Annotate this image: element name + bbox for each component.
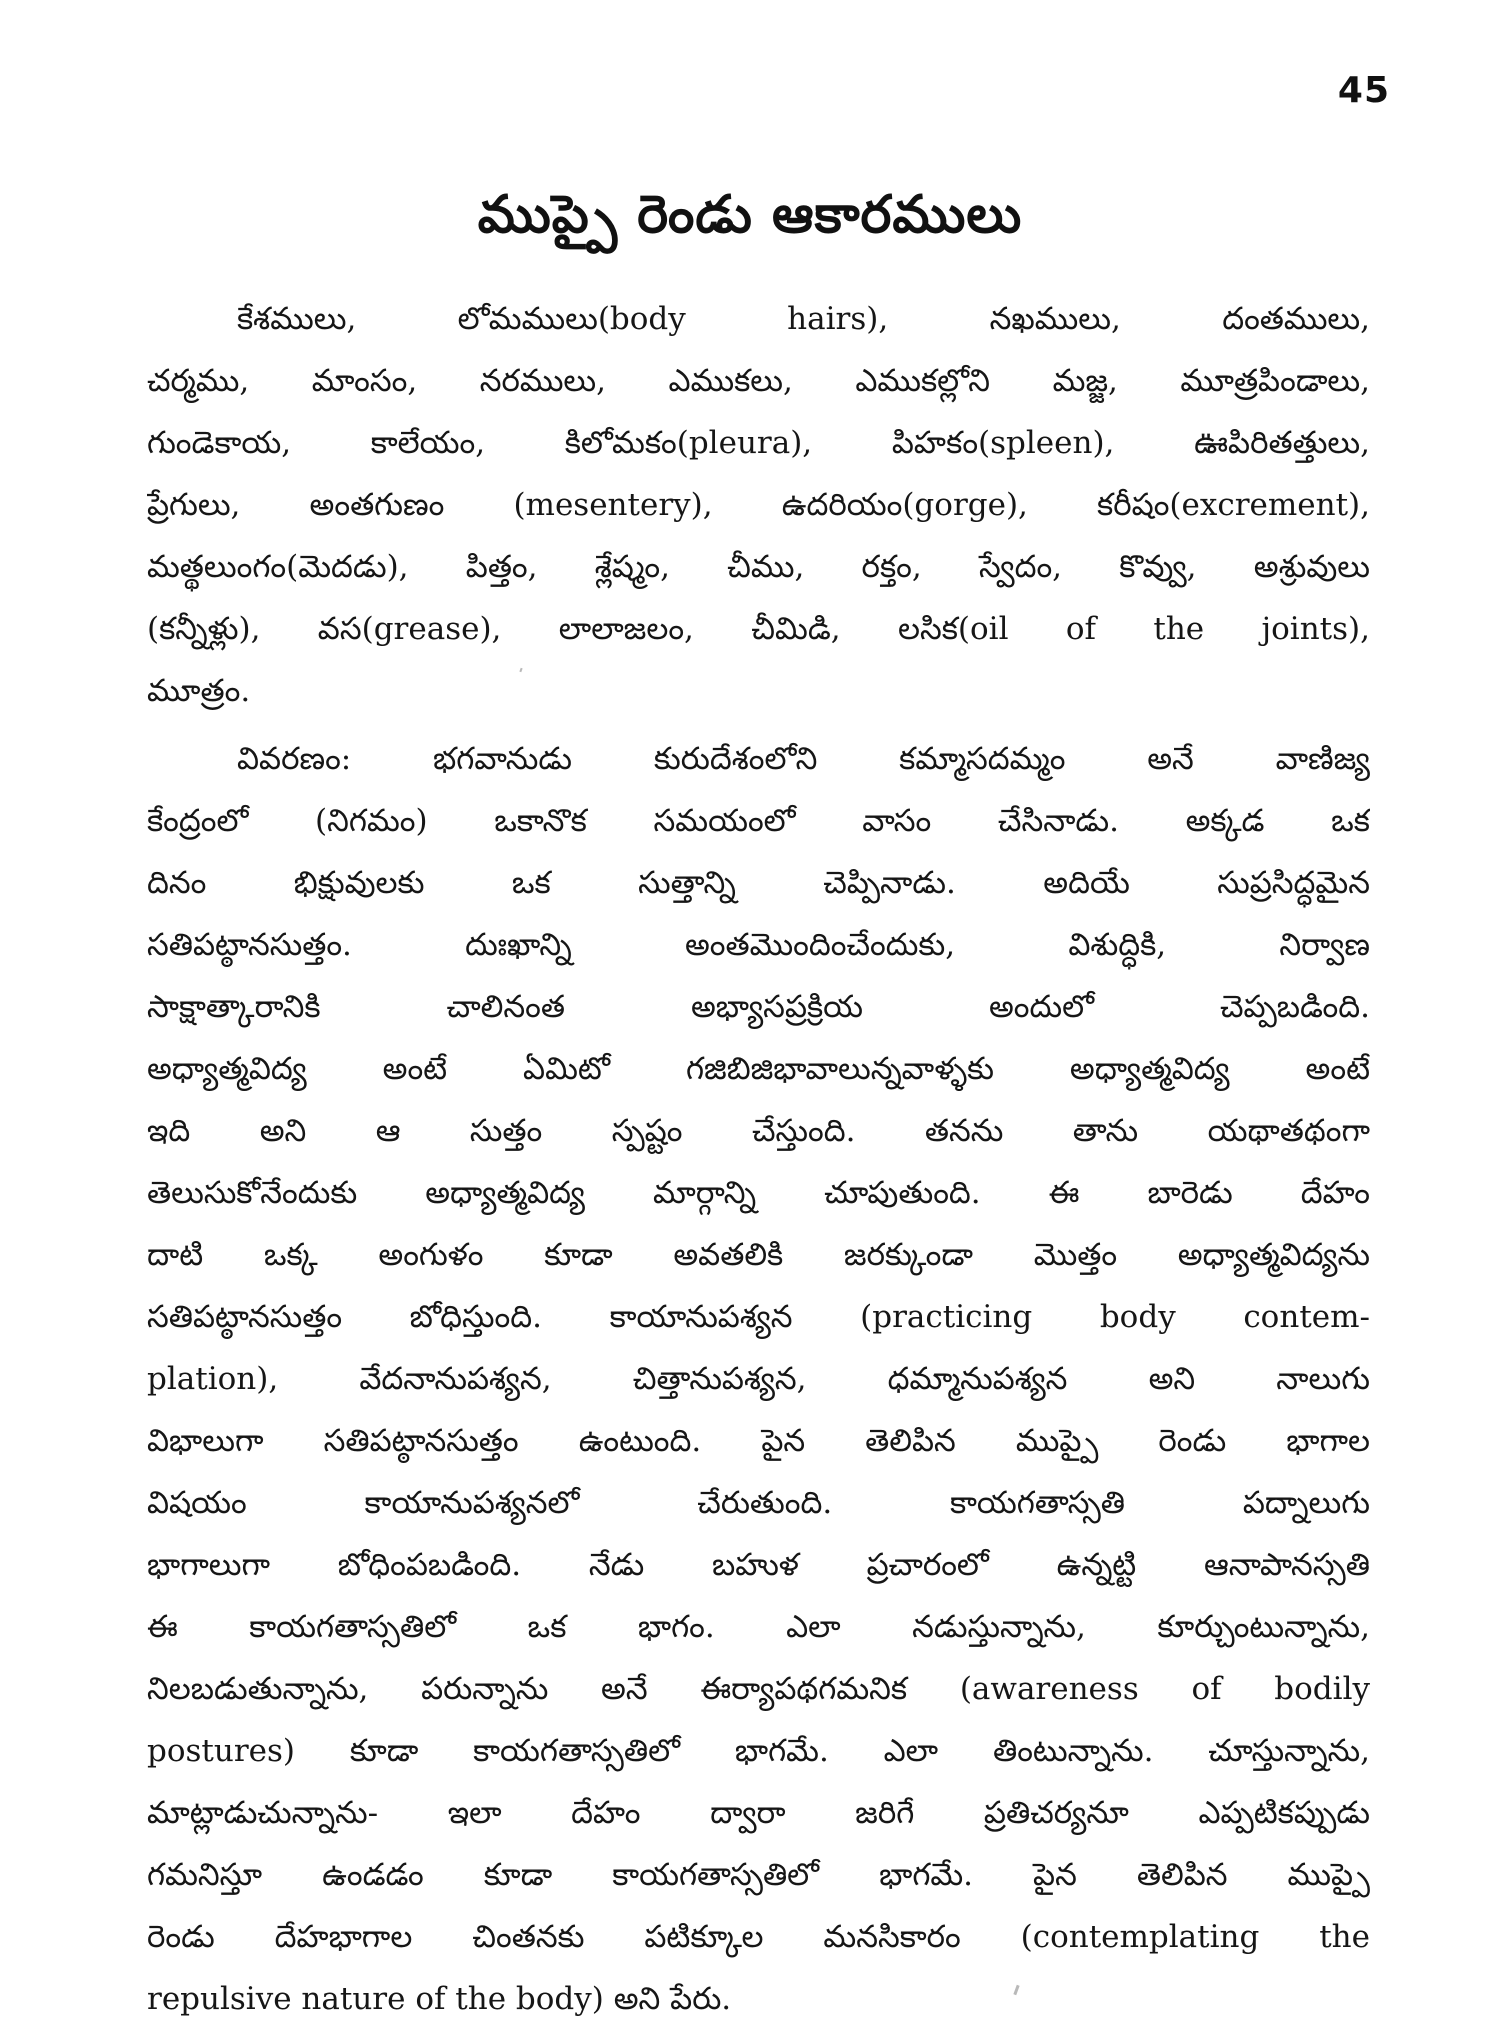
text-line: మాట్లాడుచున్నాను- ఇలా దేహం ద్వారా జరిగే ప్రతిచర్యనూ ఎప్పటికప్పుడు <box>147 1795 1370 1831</box>
text-line: దాటి ఒక్క అంగుళం కూడా అవతలికి జరక్కుండా మొత్తం అధ్యాత్మవిద్యను <box>147 1237 1370 1273</box>
text-line: విషయం కాయానుపశ్యనలో చేరుతుంది. కాయగతాస్సతి పద్నాలుగు <box>147 1485 1370 1521</box>
text-line: భాగాలుగా బోధింపబడింది. నేడు బహుళ ప్రచారంలో ఉన్నట్టి ఆనాపానస్సతి <box>147 1547 1370 1583</box>
text-line: ఇది అని ఆ సుత్తం స్పష్టం చేస్తుంది. తనను తాను యథాతథంగా <box>147 1113 1370 1149</box>
text-line: గమనిస్తూ ఉండడం కూడా కాయగతాస్సతిలో భాగమే. పైన తెలిపిన ముప్పై <box>147 1857 1370 1893</box>
text-line: రెండు దేహభాగాల చింతనకు పటిక్కూల మనసికారం (contemplating the <box>147 1919 1370 1955</box>
text-line: అధ్యాత్మవిద్య అంటే ఏమిటో గజిబిజిభావాలున్నవాళ్ళకు అధ్యాత్మవిద్య అంటే <box>147 1051 1370 1087</box>
page-number: 45 <box>1337 70 1390 111</box>
text-line: సాక్షాత్కారానికి చాలినంత అభ్యాసప్రక్రియ అందులో చెప్పబడింది. <box>147 989 1370 1025</box>
text-line: మత్థలుంగం(మెదడు), పిత్తం, శ్లేష్మం, చీము, రక్తం, స్వేదం, కొవ్వు, అశ్రువులు <box>147 549 1370 585</box>
text-line: విభాలుగా సతిపట్ఠానసుత్తం ఉంటుంది. పైన తెలిపిన ముప్పై రెండు భాగాల <box>147 1423 1370 1459</box>
text-line: ఈ కాయగతాస్సతిలో ఒక భాగం. ఎలా నడుస్తున్నాను, కూర్చుంటున్నాను, <box>147 1609 1370 1645</box>
text-line: దినం భిక్షువులకు ఒక సుత్తాన్ని చెప్పినాడు. అదియే సుప్రసిద్ధమైన <box>147 865 1370 901</box>
paragraph-1 <box>147 288 1370 722</box>
text-line: నిలబడుతున్నాను, పరున్నాను అనే ఈర్యాపథగమనిక (awareness of bodily <box>147 1671 1370 1707</box>
text-line: చర్మము, మాంసం, నరములు, ఎముకలు, ఎముకల్లోని మజ్జ, మూత్రపిండాలు, <box>147 363 1370 399</box>
text-line: సతిపట్ఠానసుత్తం బోధిస్తుంది. కాయానుపశ్యన (practicing body contem- <box>147 1299 1370 1335</box>
body-text <box>147 288 1370 2030</box>
text-line: వివరణం: భగవానుడు కురుదేశంలోని కమ్మాసదమ్మం అనే వాణిజ్య <box>237 741 1370 777</box>
chapter-title: ముప్పై రెండు ఆకారములు <box>477 185 1023 245</box>
text-line: కేశములు, లోమములు(body hairs), నఖములు, దంతములు, <box>237 301 1370 337</box>
text-line: సతిపట్ఠానసుత్తం. దుఃఖాన్ని అంతమొందించేందుకు, విశుద్ధికి, నిర్వాణ <box>147 927 1370 963</box>
text-line: గుండెకాయ, కాలేయం, కిలోమకం(pleura), పిహకం(spleen), ఊపిరితత్తులు, <box>147 425 1370 461</box>
text-line: తెలుసుకోనేందుకు అధ్యాత్మవిద్య మార్గాన్ని చూపుతుంది. ఈ బారెడు దేహం <box>147 1175 1370 1211</box>
text-line: మూత్రం. <box>147 673 251 709</box>
text-line: ప్రేగులు, అంతగుణం (mesentery), ఉదరియం(gorge), కరీషం(excrement), <box>147 487 1370 523</box>
text-line: repulsive nature of the body) అని పేరు. <box>147 1981 732 2017</box>
text-line: కేంద్రంలో (నిగమం) ఒకానొక సమయంలో వాసం చేసినాడు. అక్కడ ఒక <box>147 803 1370 839</box>
text-line: (కన్నీళ్లు), వస(grease), లాలాజలం, చీమిడి, లసిక(oil of the joints), <box>147 611 1370 647</box>
text-line: postures) కూడా కాయగతాస్సతిలో భాగమే. ఎలా తింటున్నాను. చూస్తున్నాను, <box>147 1733 1370 1769</box>
text-line: plation), వేదనానుపశ్యన, చిత్తానుపశ్యన, ధమ్మానుపశ్యన అని నాలుగు <box>147 1361 1370 1397</box>
paragraph-2 <box>147 728 1370 2030</box>
